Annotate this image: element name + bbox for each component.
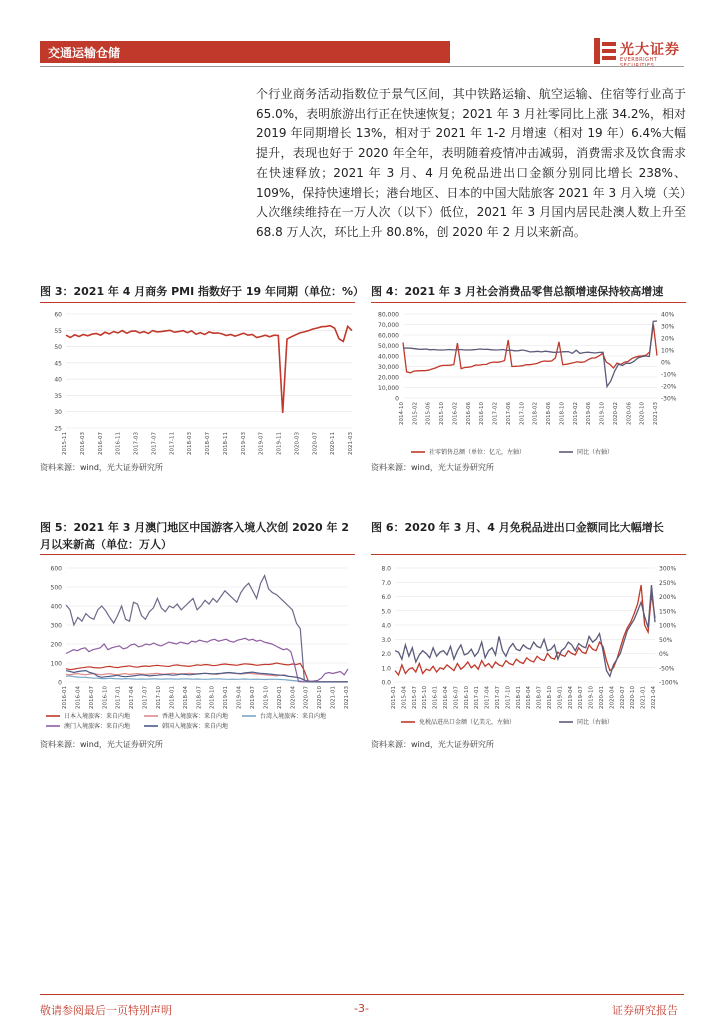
- x-tick-label: 2014-10: [399, 402, 405, 425]
- y-tick-label: 10,000: [378, 385, 399, 392]
- x-tick-label: 2018-10: [209, 686, 216, 709]
- x-tick-label: 2017-11: [169, 432, 176, 455]
- y-tick-label: 7.0: [381, 579, 391, 587]
- x-tick-label: 2015-11: [62, 432, 68, 455]
- x-tick-label: 2020-02: [612, 402, 619, 425]
- x-tick-label: 2021-04: [651, 686, 657, 709]
- y-tick-label: 300: [50, 622, 62, 630]
- x-tick-label: 2021-01: [640, 686, 647, 709]
- series-line: [66, 576, 348, 682]
- x-tick-label: 2018-06: [546, 402, 553, 425]
- y2-tick-label: 20%: [661, 335, 675, 343]
- y2-tick-label: 100%: [659, 622, 677, 630]
- x-tick-label: 2017-07: [495, 686, 501, 709]
- x-tick-label: 2020-07: [619, 686, 626, 709]
- company-logo: [594, 36, 690, 66]
- x-tick-label: 2018-04: [526, 686, 533, 709]
- x-tick-label: 2020-10: [630, 686, 637, 709]
- y2-tick-label: 150%: [659, 608, 677, 616]
- y2-tick-label: 40%: [661, 311, 675, 319]
- x-tick-label: 2021-03: [344, 686, 350, 709]
- x-tick-label: 2018-04: [182, 686, 189, 709]
- everbright-logo-icon: [594, 38, 616, 64]
- fig4-title: 图 4：2021 年 3 月社会消费品零售总额增速保持较高增速: [371, 285, 664, 298]
- x-tick-label: 2017-04: [129, 686, 136, 709]
- x-tick-label: 2017-01: [115, 686, 122, 709]
- x-tick-label: 2017-02: [492, 402, 499, 425]
- fig3-chart: [40, 306, 360, 458]
- legend-label: 同比（右轴）: [577, 449, 614, 457]
- x-tick-label: 2018-10: [547, 686, 553, 709]
- x-tick-label: 2016-01: [62, 686, 68, 709]
- fig5-rule: [40, 554, 355, 555]
- y-tick-label: 8.0: [381, 565, 391, 573]
- y-tick-label: 500: [50, 584, 62, 592]
- x-tick-label: 2017-07: [151, 432, 158, 455]
- x-tick-label: 2020-01: [276, 686, 283, 709]
- x-tick-label: 2016-04: [443, 686, 449, 709]
- fig6-rule: [371, 554, 686, 555]
- x-tick-label: 2015-07: [411, 686, 418, 709]
- x-tick-label: 2020-04: [290, 686, 297, 709]
- fig6-source: 资料来源：wind，光大证券研究所: [371, 740, 494, 749]
- x-tick-label: 2018-01: [169, 686, 176, 709]
- y2-tick-label: -20%: [661, 383, 677, 391]
- x-tick-label: 2016-04: [75, 686, 82, 709]
- x-tick-label: 2020-04: [609, 686, 616, 709]
- legend-label: 日本入境旅客：来自内地: [64, 713, 131, 721]
- y2-tick-label: -10%: [661, 371, 677, 379]
- fig3-title: 图 3：2021 年 4 月商务 PMI 指数好于 19 年同期（单位：%）: [40, 285, 364, 298]
- x-tick-label: 2018-03: [187, 432, 194, 455]
- y2-tick-label: 0%: [661, 359, 671, 367]
- y-tick-label: 70,000: [378, 322, 399, 329]
- x-tick-label: 2016-01: [432, 686, 439, 709]
- x-tick-label: 2021-03: [653, 402, 659, 425]
- y-tick-label: 55: [54, 327, 62, 335]
- series-line: [66, 326, 352, 413]
- fig3-rule: [40, 302, 355, 303]
- x-tick-label: 2018-02: [532, 402, 539, 425]
- x-tick-label: 2016-03: [79, 432, 86, 455]
- y2-tick-label: 0%: [659, 651, 669, 658]
- fig5-chart: [40, 558, 358, 732]
- header-divider: [40, 66, 684, 67]
- y-tick-label: 1.0: [381, 665, 391, 673]
- x-tick-label: 2020-01: [599, 686, 605, 709]
- footer-report-type: 证券研究报告: [612, 1004, 678, 1017]
- y-tick-label: 35: [54, 392, 62, 400]
- x-tick-label: 2015-01: [391, 686, 397, 709]
- footer-divider: [40, 994, 684, 995]
- x-tick-label: 2019-11: [276, 432, 283, 455]
- fig5-source: 资料来源：wind，光大证券研究所: [40, 740, 163, 749]
- fig6-title: 图 6：2020 年 3 月、4 月免税品进出口金额同比大幅增长: [371, 521, 664, 534]
- y2-tick-label: -100%: [659, 679, 679, 687]
- x-tick-label: 2019-01: [223, 686, 230, 709]
- x-tick-label: 2020-11: [330, 432, 337, 455]
- y-tick-label: 40: [54, 376, 62, 384]
- legend-label: 台湾入境旅客：来自内地: [260, 713, 327, 721]
- x-tick-label: 2015-06: [425, 402, 432, 425]
- section-banner: [40, 41, 450, 63]
- y-tick-label: 20,000: [378, 374, 399, 382]
- x-tick-label: 2015-10: [439, 402, 446, 425]
- y2-tick-label: 30%: [661, 323, 675, 331]
- x-tick-label: 2019-10: [588, 686, 595, 709]
- x-tick-label: 2021-03: [348, 432, 354, 455]
- x-tick-label: 2017-01: [474, 686, 481, 709]
- x-tick-label: 2019-07: [578, 686, 585, 709]
- x-tick-label: 2021-01: [330, 686, 337, 709]
- x-tick-label: 2019-03: [240, 432, 247, 455]
- fig4-chart: [371, 306, 687, 458]
- fig6-chart: [371, 558, 687, 732]
- y-tick-label: 0: [58, 679, 62, 687]
- x-tick-label: 2017-10: [156, 686, 162, 709]
- y-tick-label: 0.0: [381, 679, 391, 687]
- x-tick-label: 2016-06: [465, 402, 472, 425]
- legend-label: 澳门入境旅客：来自内地: [64, 723, 131, 731]
- y-tick-label: 25: [54, 425, 62, 433]
- y-tick-label: 80,000: [378, 311, 399, 319]
- x-tick-label: 2020-10: [317, 686, 324, 709]
- footer-disclaimer: 敬请参阅最后一页特别声明: [40, 1004, 172, 1017]
- y-tick-label: 3.0: [381, 636, 391, 644]
- x-tick-label: 2019-06: [586, 402, 593, 425]
- x-tick-label: 2016-07: [453, 686, 460, 709]
- x-tick-label: 2016-02: [452, 402, 459, 425]
- x-tick-label: 2017-07: [142, 686, 149, 709]
- fig4-source: 资料来源：wind，光大证券研究所: [371, 463, 494, 472]
- x-tick-label: 2020-07: [303, 686, 310, 709]
- x-tick-label: 2020-03: [294, 432, 301, 455]
- x-tick-label: 2017-03: [133, 432, 140, 455]
- y-tick-label: 4.0: [381, 622, 391, 630]
- y-tick-label: 400: [50, 603, 62, 611]
- legend-label: 同比（右轴）: [577, 719, 614, 727]
- y-tick-label: 600: [50, 565, 62, 573]
- x-tick-label: 2015-04: [401, 686, 408, 709]
- x-tick-label: 2016-07: [97, 432, 104, 455]
- y-tick-label: 30,000: [378, 364, 399, 371]
- y-tick-label: 40,000: [378, 353, 399, 361]
- x-tick-label: 2018-07: [536, 686, 543, 709]
- section-title: 交通运输仓储: [48, 46, 121, 60]
- y-tick-label: 2.0: [381, 651, 391, 658]
- x-tick-label: 2019-02: [572, 402, 579, 425]
- x-tick-label: 2020-07: [312, 432, 319, 455]
- x-tick-label: 2018-07: [205, 432, 211, 455]
- y-tick-label: 60: [54, 311, 62, 319]
- y-tick-label: 5.0: [381, 608, 391, 616]
- y-tick-label: 50,000: [378, 343, 399, 350]
- legend-label: 香港入境旅客：来自内地: [162, 713, 229, 721]
- x-tick-label: 2017-04: [484, 686, 491, 709]
- y-tick-label: 60,000: [378, 332, 399, 340]
- x-tick-label: 2020-10: [639, 402, 646, 425]
- legend-label: 免税品进出口金额（亿美元，左轴）: [419, 719, 516, 727]
- y-tick-label: 45: [54, 360, 62, 368]
- x-tick-label: 2015-10: [422, 686, 429, 709]
- y2-tick-label: 300%: [659, 565, 677, 573]
- x-tick-label: 2020-06: [626, 402, 633, 425]
- x-tick-label: 2018-10: [559, 402, 566, 425]
- logo-english: EVERBRIGHT: [620, 57, 658, 63]
- x-tick-label: 2019-04: [567, 686, 574, 709]
- x-tick-label: 2018-07: [196, 686, 203, 709]
- x-tick-label: 2019-04: [236, 686, 243, 709]
- y2-tick-label: 50%: [659, 636, 673, 644]
- x-tick-label: 2016-10: [102, 686, 109, 709]
- y-tick-label: 6.0: [381, 594, 391, 601]
- y-tick-label: 200: [50, 641, 62, 649]
- y2-tick-label: 200%: [659, 594, 677, 601]
- x-tick-label: 2017-10: [519, 402, 526, 425]
- y-tick-label: 100: [50, 660, 62, 668]
- x-tick-label: 2016-07: [88, 686, 95, 709]
- legend-label: 社零销售总额（单位：亿元，左轴）: [429, 449, 526, 457]
- y-tick-label: 30: [54, 409, 62, 417]
- y-tick-label: 0: [395, 395, 399, 403]
- x-tick-label: 2019-01: [557, 686, 564, 709]
- x-tick-label: 2019-10: [599, 402, 606, 425]
- logo-name: 光大证券: [620, 42, 680, 58]
- x-tick-label: 2016-11: [115, 432, 122, 455]
- x-tick-label: 2017-06: [505, 402, 512, 425]
- y-tick-label: 50: [54, 344, 62, 352]
- y2-tick-label: 10%: [661, 347, 675, 355]
- y2-tick-label: -50%: [659, 665, 675, 673]
- x-tick-label: 2016-10: [463, 686, 470, 709]
- x-tick-label: 2019-07: [258, 432, 265, 455]
- x-tick-label: 2019-10: [263, 686, 270, 709]
- x-tick-label: 2018-01: [515, 686, 522, 709]
- x-tick-label: 2017-10: [505, 686, 512, 709]
- fig5-title: 图 5：2021 年 3 月澳门地区中国游客入境人次创 2020 年 2 月以来新高（单位：万人）: [40, 521, 349, 551]
- x-tick-label: 2019-07: [250, 686, 256, 709]
- y2-tick-label: -30%: [661, 395, 677, 403]
- y2-tick-label: 250%: [659, 579, 677, 587]
- x-tick-label: 2016-10: [479, 402, 486, 425]
- fig4-rule: [371, 302, 686, 303]
- x-tick-label: 2018-11: [222, 432, 229, 455]
- body-paragraph: 个行业商务活动指数位于景气区间，其中铁路运输、航空运输、住宿等行业高于65.0%，表明旅游出行正在快速恢复；2021 年 3 月社零同比上涨 34.2%，相对 2019 年同期增长 13%，相对于 2021 年 1-2 月增速（相对 19 年）6.4%大幅提升，表现也好于 2020 年全年，表明随着疫情冲击减弱，消费需求及饮食需求在快速释放；2021 年 3 月、4 月免税品进出口金额分别同比增长 238%、109%，保持快速增长；港台地区、日本的中国大陆旅客 2021 年 3 月入境（关）人次继续维持在一万人次（以下）低位，2021 年 3 月国内居民赴澳人数上升至 68.8 万人次，环比上升 80.8%，创 2020 年 2 月以来新高。: [256, 87, 686, 239]
- legend-label: 韩国入境旅客：来自内地: [162, 723, 229, 731]
- fig3-source: 资料来源：wind，光大证券研究所: [40, 463, 163, 472]
- x-tick-label: 2015-02: [412, 402, 419, 425]
- page-number: -3-: [354, 1002, 369, 1015]
- series-line: [403, 325, 657, 373]
